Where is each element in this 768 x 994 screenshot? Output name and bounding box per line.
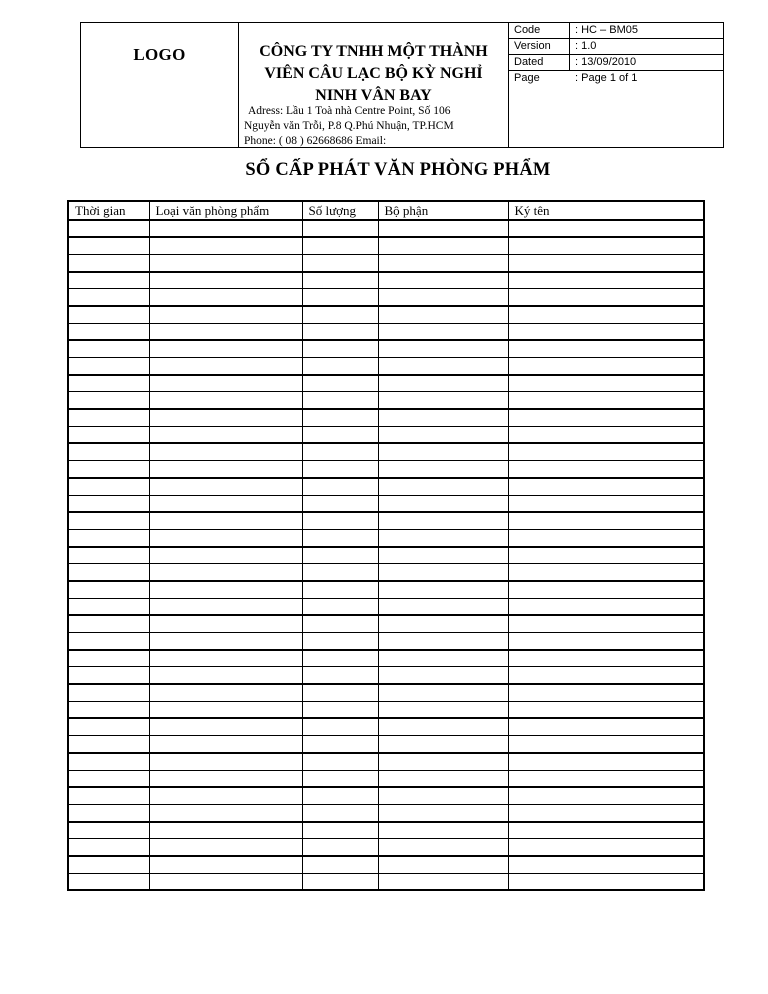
meta-label: Code: [514, 24, 541, 36]
signature-cell: [508, 804, 704, 821]
table-row: [68, 306, 704, 323]
time-cell: [68, 564, 149, 581]
item-type-cell: [149, 306, 302, 323]
table-row: [68, 254, 704, 271]
column-header-item-type: Loại văn phòng phẩm: [149, 201, 302, 220]
department-cell: [378, 770, 508, 787]
department-cell: [378, 684, 508, 701]
department-cell: [378, 340, 508, 357]
item-type-cell: [149, 822, 302, 839]
department-cell: [378, 443, 508, 460]
meta-value: : HC – BM05: [575, 24, 638, 36]
table-row: [68, 529, 704, 546]
time-cell: [68, 340, 149, 357]
meta-divider: [569, 55, 570, 70]
time-cell: [68, 598, 149, 615]
quantity-cell: [302, 684, 378, 701]
meta-divider: [569, 39, 570, 54]
time-cell: [68, 443, 149, 460]
department-cell: [378, 306, 508, 323]
department-cell: [378, 822, 508, 839]
company-name-line: VIÊN CÂU LẠC BỘ KỲ NGHỈ: [264, 65, 483, 82]
table-row: [68, 547, 704, 564]
signature-cell: [508, 787, 704, 804]
table-row: [68, 564, 704, 581]
time-cell: [68, 237, 149, 254]
time-cell: [68, 409, 149, 426]
company-name-line: NINH VÂN BAY: [315, 87, 432, 104]
address-line: Adress: Lầu 1 Toà nhà Centre Point, Số 106: [248, 105, 451, 117]
item-type-cell: [149, 581, 302, 598]
time-cell: [68, 289, 149, 306]
time-cell: [68, 220, 149, 237]
signature-cell: [508, 272, 704, 289]
item-type-cell: [149, 220, 302, 237]
department-cell: [378, 409, 508, 426]
table-row: [68, 392, 704, 409]
table-row: [68, 581, 704, 598]
column-header-signature: Ký tên: [508, 201, 704, 220]
table-row: [68, 736, 704, 753]
item-type-cell: [149, 272, 302, 289]
company-info-cell: [239, 23, 509, 147]
quantity-cell: [302, 254, 378, 271]
department-cell: [378, 461, 508, 478]
quantity-cell: [302, 873, 378, 890]
time-cell: [68, 684, 149, 701]
item-type-cell: [149, 684, 302, 701]
item-type-cell: [149, 873, 302, 890]
meta-label: Dated: [514, 56, 544, 68]
signature-cell: [508, 564, 704, 581]
department-cell: [378, 753, 508, 770]
phone-email-line: Phone: ( 08 ) 62668686 Email:: [244, 135, 387, 147]
table-row: [68, 323, 704, 340]
table-row: [68, 495, 704, 512]
signature-cell: [508, 633, 704, 650]
signature-cell: [508, 478, 704, 495]
quantity-cell: [302, 753, 378, 770]
time-cell: [68, 529, 149, 546]
signature-cell: [508, 220, 704, 237]
stationery-ledger-table: [67, 200, 705, 891]
quantity-cell: [302, 409, 378, 426]
signature-cell: [508, 839, 704, 856]
item-type-cell: [149, 495, 302, 512]
quantity-cell: [302, 701, 378, 718]
signature-cell: [508, 650, 704, 667]
signature-cell: [508, 667, 704, 684]
quantity-cell: [302, 581, 378, 598]
item-type-cell: [149, 856, 302, 873]
table-row: [68, 856, 704, 873]
document-title: SỔ CẤP PHÁT VĂN PHÒNG PHẨM: [245, 160, 551, 180]
item-type-cell: [149, 461, 302, 478]
signature-cell: [508, 512, 704, 529]
table-row: [68, 289, 704, 306]
quantity-cell: [302, 564, 378, 581]
department-cell: [378, 478, 508, 495]
department-cell: [378, 272, 508, 289]
department-cell: [378, 598, 508, 615]
signature-cell: [508, 237, 704, 254]
quantity-cell: [302, 478, 378, 495]
column-header-quantity: Số lượng: [302, 201, 378, 220]
time-cell: [68, 804, 149, 821]
item-type-cell: [149, 237, 302, 254]
meta-label: Page: [514, 72, 540, 84]
item-type-cell: [149, 409, 302, 426]
meta-row-dated: [509, 55, 723, 71]
department-cell: [378, 787, 508, 804]
table-row: [68, 753, 704, 770]
item-type-cell: [149, 254, 302, 271]
item-type-cell: [149, 667, 302, 684]
table-row: [68, 375, 704, 392]
time-cell: [68, 753, 149, 770]
department-cell: [378, 375, 508, 392]
item-type-cell: [149, 392, 302, 409]
quantity-cell: [302, 822, 378, 839]
document-header: [80, 22, 724, 148]
table-row: [68, 839, 704, 856]
meta-row-code: [509, 23, 723, 39]
signature-cell: [508, 753, 704, 770]
table-row: [68, 701, 704, 718]
quantity-cell: [302, 375, 378, 392]
item-type-cell: [149, 615, 302, 632]
item-type-cell: [149, 718, 302, 735]
department-cell: [378, 254, 508, 271]
time-cell: [68, 392, 149, 409]
item-type-cell: [149, 633, 302, 650]
time-cell: [68, 358, 149, 375]
quantity-cell: [302, 426, 378, 443]
item-type-cell: [149, 804, 302, 821]
meta-divider: [569, 23, 570, 38]
quantity-cell: [302, 736, 378, 753]
meta-value: : Page 1 of 1: [575, 72, 638, 84]
table-row: [68, 461, 704, 478]
quantity-cell: [302, 237, 378, 254]
signature-cell: [508, 547, 704, 564]
item-type-cell: [149, 358, 302, 375]
signature-cell: [508, 598, 704, 615]
item-type-cell: [149, 375, 302, 392]
quantity-cell: [302, 615, 378, 632]
signature-cell: [508, 615, 704, 632]
meta-row-version: [509, 39, 723, 55]
item-type-cell: [149, 770, 302, 787]
meta-value: : 13/09/2010: [575, 56, 637, 68]
table-row: [68, 667, 704, 684]
signature-cell: [508, 495, 704, 512]
time-cell: [68, 426, 149, 443]
table-row: [68, 220, 704, 237]
time-cell: [68, 495, 149, 512]
department-cell: [378, 736, 508, 753]
department-cell: [378, 547, 508, 564]
time-cell: [68, 323, 149, 340]
table-body: [68, 220, 704, 890]
signature-cell: [508, 358, 704, 375]
department-cell: [378, 581, 508, 598]
department-cell: [378, 512, 508, 529]
table-row: [68, 787, 704, 804]
company-address: [244, 104, 506, 149]
department-cell: [378, 529, 508, 546]
quantity-cell: [302, 220, 378, 237]
time-cell: [68, 461, 149, 478]
department-cell: [378, 358, 508, 375]
time-cell: [68, 615, 149, 632]
department-cell: [378, 650, 508, 667]
column-header-department: Bộ phận: [378, 201, 508, 220]
department-cell: [378, 667, 508, 684]
quantity-cell: [302, 598, 378, 615]
signature-cell: [508, 375, 704, 392]
quantity-cell: [302, 392, 378, 409]
quantity-cell: [302, 340, 378, 357]
table-row: [68, 478, 704, 495]
table-row: [68, 718, 704, 735]
quantity-cell: [302, 856, 378, 873]
item-type-cell: [149, 736, 302, 753]
quantity-cell: [302, 787, 378, 804]
time-cell: [68, 736, 149, 753]
time-cell: [68, 375, 149, 392]
department-cell: [378, 633, 508, 650]
item-type-cell: [149, 753, 302, 770]
time-cell: [68, 547, 149, 564]
quantity-cell: [302, 650, 378, 667]
item-type-cell: [149, 478, 302, 495]
quantity-cell: [302, 306, 378, 323]
item-type-cell: [149, 443, 302, 460]
quantity-cell: [302, 289, 378, 306]
department-cell: [378, 718, 508, 735]
table-row: [68, 615, 704, 632]
table-row: [68, 443, 704, 460]
quantity-cell: [302, 272, 378, 289]
column-header-time: Thời gian: [68, 201, 149, 220]
table-row: [68, 512, 704, 529]
time-cell: [68, 633, 149, 650]
quantity-cell: [302, 547, 378, 564]
quantity-cell: [302, 512, 378, 529]
quantity-cell: [302, 770, 378, 787]
time-cell: [68, 667, 149, 684]
signature-cell: [508, 684, 704, 701]
signature-cell: [508, 873, 704, 890]
signature-cell: [508, 856, 704, 873]
time-cell: [68, 822, 149, 839]
table-row: [68, 409, 704, 426]
item-type-cell: [149, 340, 302, 357]
signature-cell: [508, 254, 704, 271]
department-cell: [378, 873, 508, 890]
signature-cell: [508, 443, 704, 460]
signature-cell: [508, 701, 704, 718]
quantity-cell: [302, 323, 378, 340]
department-cell: [378, 804, 508, 821]
signature-cell: [508, 340, 704, 357]
signature-cell: [508, 461, 704, 478]
table-row: [68, 770, 704, 787]
company-name: [239, 41, 508, 107]
department-cell: [378, 323, 508, 340]
logo-placeholder: LOGO: [133, 45, 186, 64]
company-name-line: CÔNG TY TNHH MỘT THÀNH: [259, 43, 488, 60]
meta-row-page: [509, 71, 723, 86]
item-type-cell: [149, 564, 302, 581]
quantity-cell: [302, 718, 378, 735]
table-row: [68, 873, 704, 890]
time-cell: [68, 581, 149, 598]
item-type-cell: [149, 598, 302, 615]
time-cell: [68, 478, 149, 495]
time-cell: [68, 839, 149, 856]
item-type-cell: [149, 323, 302, 340]
time-cell: [68, 718, 149, 735]
time-cell: [68, 650, 149, 667]
item-type-cell: [149, 289, 302, 306]
signature-cell: [508, 718, 704, 735]
signature-cell: [508, 822, 704, 839]
item-type-cell: [149, 787, 302, 804]
table-row: [68, 650, 704, 667]
item-type-cell: [149, 650, 302, 667]
quantity-cell: [302, 443, 378, 460]
time-cell: [68, 856, 149, 873]
time-cell: [68, 701, 149, 718]
time-cell: [68, 873, 149, 890]
department-cell: [378, 564, 508, 581]
table-row: [68, 272, 704, 289]
department-cell: [378, 615, 508, 632]
signature-cell: [508, 581, 704, 598]
signature-cell: [508, 529, 704, 546]
department-cell: [378, 289, 508, 306]
item-type-cell: [149, 512, 302, 529]
signature-cell: [508, 770, 704, 787]
signature-cell: [508, 426, 704, 443]
logo-cell: [81, 23, 239, 147]
department-cell: [378, 392, 508, 409]
table-row: [68, 426, 704, 443]
table-row: [68, 684, 704, 701]
item-type-cell: [149, 426, 302, 443]
quantity-cell: [302, 495, 378, 512]
table-row: [68, 822, 704, 839]
quantity-cell: [302, 529, 378, 546]
item-type-cell: [149, 839, 302, 856]
signature-cell: [508, 392, 704, 409]
time-cell: [68, 306, 149, 323]
item-type-cell: [149, 547, 302, 564]
quantity-cell: [302, 461, 378, 478]
time-cell: [68, 787, 149, 804]
signature-cell: [508, 306, 704, 323]
item-type-cell: [149, 529, 302, 546]
department-cell: [378, 701, 508, 718]
quantity-cell: [302, 804, 378, 821]
table-row: [68, 340, 704, 357]
item-type-cell: [149, 701, 302, 718]
department-cell: [378, 220, 508, 237]
department-cell: [378, 839, 508, 856]
department-cell: [378, 856, 508, 873]
time-cell: [68, 254, 149, 271]
signature-cell: [508, 736, 704, 753]
table-header-row: [68, 201, 704, 220]
meta-value: : 1.0: [575, 40, 597, 52]
table-row: [68, 358, 704, 375]
meta-label: Version: [514, 40, 551, 52]
time-cell: [68, 272, 149, 289]
table-row: [68, 804, 704, 821]
quantity-cell: [302, 839, 378, 856]
time-cell: [68, 512, 149, 529]
table-row: [68, 598, 704, 615]
department-cell: [378, 426, 508, 443]
signature-cell: [508, 289, 704, 306]
table-row: [68, 237, 704, 254]
quantity-cell: [302, 633, 378, 650]
time-cell: [68, 770, 149, 787]
quantity-cell: [302, 667, 378, 684]
table-row: [68, 633, 704, 650]
signature-cell: [508, 323, 704, 340]
signature-cell: [508, 409, 704, 426]
department-cell: [378, 495, 508, 512]
document-meta-cell: [509, 23, 723, 147]
address-line: Nguyễn văn Trỗi, P.8 Q.Phú Nhuận, TP.HCM: [244, 120, 454, 132]
department-cell: [378, 237, 508, 254]
quantity-cell: [302, 358, 378, 375]
